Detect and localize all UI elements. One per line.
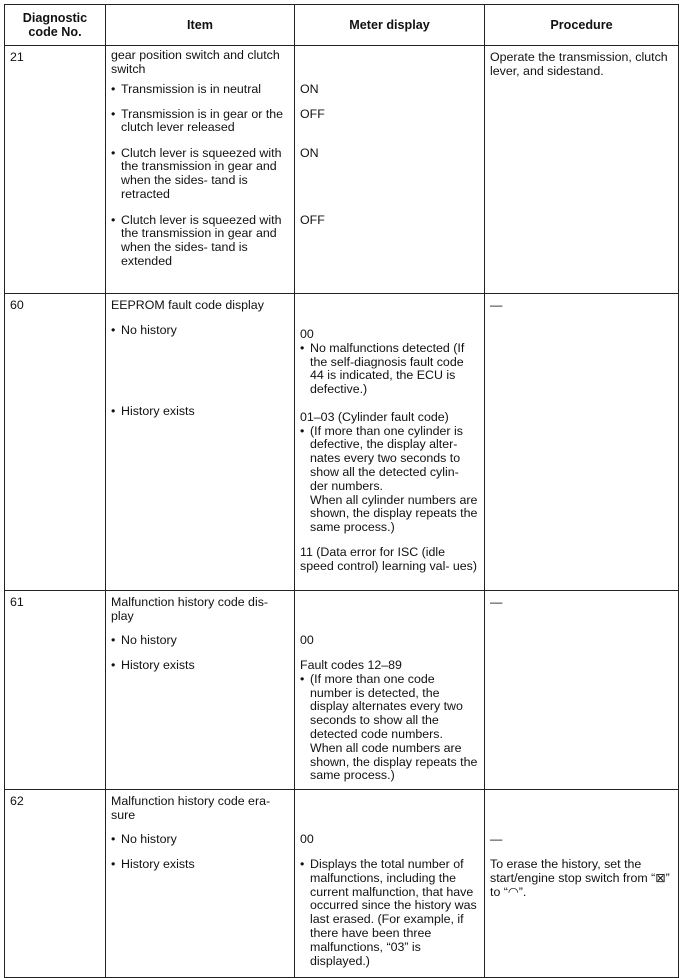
item-cell: [106, 790, 295, 978]
table-row: [5, 591, 679, 790]
procedure-cell: [485, 790, 679, 978]
item-subitem-text: History exists: [121, 856, 195, 871]
diagnostic-table-container: [4, 4, 679, 978]
meter-bullet-text: (If more than one cylinder is defective, the display alter- nates every two seconds to show all the detected cylin- der numbers. When all cylinder numbers are shown, the display repeats the same process.): [310, 423, 478, 535]
procedure-cell: Operate the transmission, clutch lever, and sidestand.: [485, 46, 679, 294]
item-title: Malfunction history code era- sure: [111, 794, 271, 822]
item-subitem-text: Transmission is in neutral: [121, 81, 262, 96]
list-item: • No malfunctions detected (If the self-diagnosis fault code 44 is indicated, the ECU is defective.): [295, 342, 484, 411]
list-item: • History exists: [106, 659, 294, 673]
item-subitem-text: No history: [121, 831, 177, 846]
list-item: • (If more than one code number is detected, the display alternates every two seconds to show all the detected code numbers. When all code numbers are shown, the display repeats the same process.): [300, 671, 478, 783]
meter-display-cell: [295, 294, 485, 591]
list-item: • History exists: [106, 858, 294, 872]
meter-bullet-text: Displays the total number of malfunctions, including the current malfunction, that have occurred since the history was last erased. (For example, if there have been three malfunctions, “03” is displayed.): [310, 857, 477, 968]
item-subitem-text: Clutch lever is squeezed with the transmission in gear and when the sides- tand is extended: [121, 212, 282, 268]
list-item: • Clutch lever is squeezed with the transmission in gear and when the sides- tand is extended: [106, 214, 294, 269]
meter-value: OFF: [300, 107, 325, 121]
procedure-value: —: [490, 832, 503, 846]
header-item: Item: [106, 5, 295, 46]
meter-bullet-text: (If more than one code number is detected, the display alternates every two seconds to show all the detected code numbers. When all code numbers are shown, the display repeats the same process.): [310, 671, 478, 783]
diagnostic-code-cell: 61: [5, 591, 106, 790]
item-subitem-text: No history: [121, 632, 177, 647]
item-title: gear position switch and clutch switch: [111, 48, 280, 76]
table-header-row: [5, 5, 679, 46]
meter-value: 00: [300, 633, 314, 647]
header-diagnostic-code: Diagnostic code No.: [5, 5, 106, 46]
list-item: • No history: [106, 634, 294, 659]
item-subitem-text: No history: [121, 322, 177, 337]
meter-value: 00: [300, 832, 314, 846]
meter-value: ON: [300, 82, 319, 96]
meter-display-cell: [295, 591, 485, 790]
diagnostic-code-table: [4, 4, 679, 978]
meter-display-cell: [295, 790, 485, 978]
header-procedure: Procedure: [485, 5, 679, 46]
item-title: EEPROM fault code display: [111, 298, 264, 312]
list-item: • Transmission is in neutral: [106, 83, 294, 108]
meter-value-head: Fault codes 12–89: [300, 658, 402, 672]
meter-bullet-text: No malfunctions detected (If the self-diagnosis fault code 44 is indicated, the ECU is defective.): [310, 340, 465, 397]
list-item: • No history: [106, 324, 294, 405]
item-subitem-text: History exists: [121, 403, 195, 418]
list-item: • History exists: [106, 405, 294, 419]
item-title: Malfunction history code dis- play: [111, 595, 269, 623]
item-subitem-text: Transmission is in gear or the clutch lever released: [121, 106, 284, 135]
meter-value: ON: [300, 146, 319, 160]
item-subitem-text: History exists: [121, 657, 195, 672]
item-cell: [106, 46, 295, 294]
procedure-cell: —: [485, 591, 679, 790]
list-item: • Displays the total number of malfunctions, including the current malfunction, that have occurred since the history was last erased. (For example, if there have been three malfunctions, “03” is displayed.): [295, 858, 484, 968]
meter-display-cell: [295, 46, 485, 294]
item-subitem-text: Clutch lever is squeezed with the transmission in gear and when the sides- tand is retracted: [121, 145, 282, 201]
meter-value-head: 00: [300, 327, 314, 341]
item-cell: [106, 591, 295, 790]
diagnostic-code-cell: 60: [5, 294, 106, 591]
header-meter-display: Meter display: [295, 5, 485, 46]
meter-value: OFF: [300, 213, 325, 227]
meter-value-head: 01–03 (Cylinder fault code): [300, 409, 449, 424]
procedure-value: To erase the history, set the start/engine stop switch from “⊠” to “◠”.: [490, 857, 670, 899]
diagnostic-code-cell: 21: [5, 46, 106, 294]
list-item: • Clutch lever is squeezed with the transmission in gear and when the sides- tand is retracted: [106, 147, 294, 214]
list-item: • Transmission is in gear or the clutch lever released: [106, 108, 294, 147]
diagnostic-code-cell: 62: [5, 790, 106, 978]
meter-extra-text: 11 (Data error for ISC (idle speed control) learning val- ues): [300, 544, 478, 573]
procedure-cell: —: [485, 294, 679, 591]
table-row: [5, 46, 679, 294]
list-item: • (If more than one cylinder is defective, the display alter- nates every two seconds to show all the detected cylin- der numbers. When all cylinder numbers are shown, the display repeats the same process.): [300, 423, 478, 535]
item-cell: [106, 294, 295, 591]
table-row: [5, 790, 679, 978]
list-item: • No history: [106, 833, 294, 858]
table-row: [5, 294, 679, 591]
